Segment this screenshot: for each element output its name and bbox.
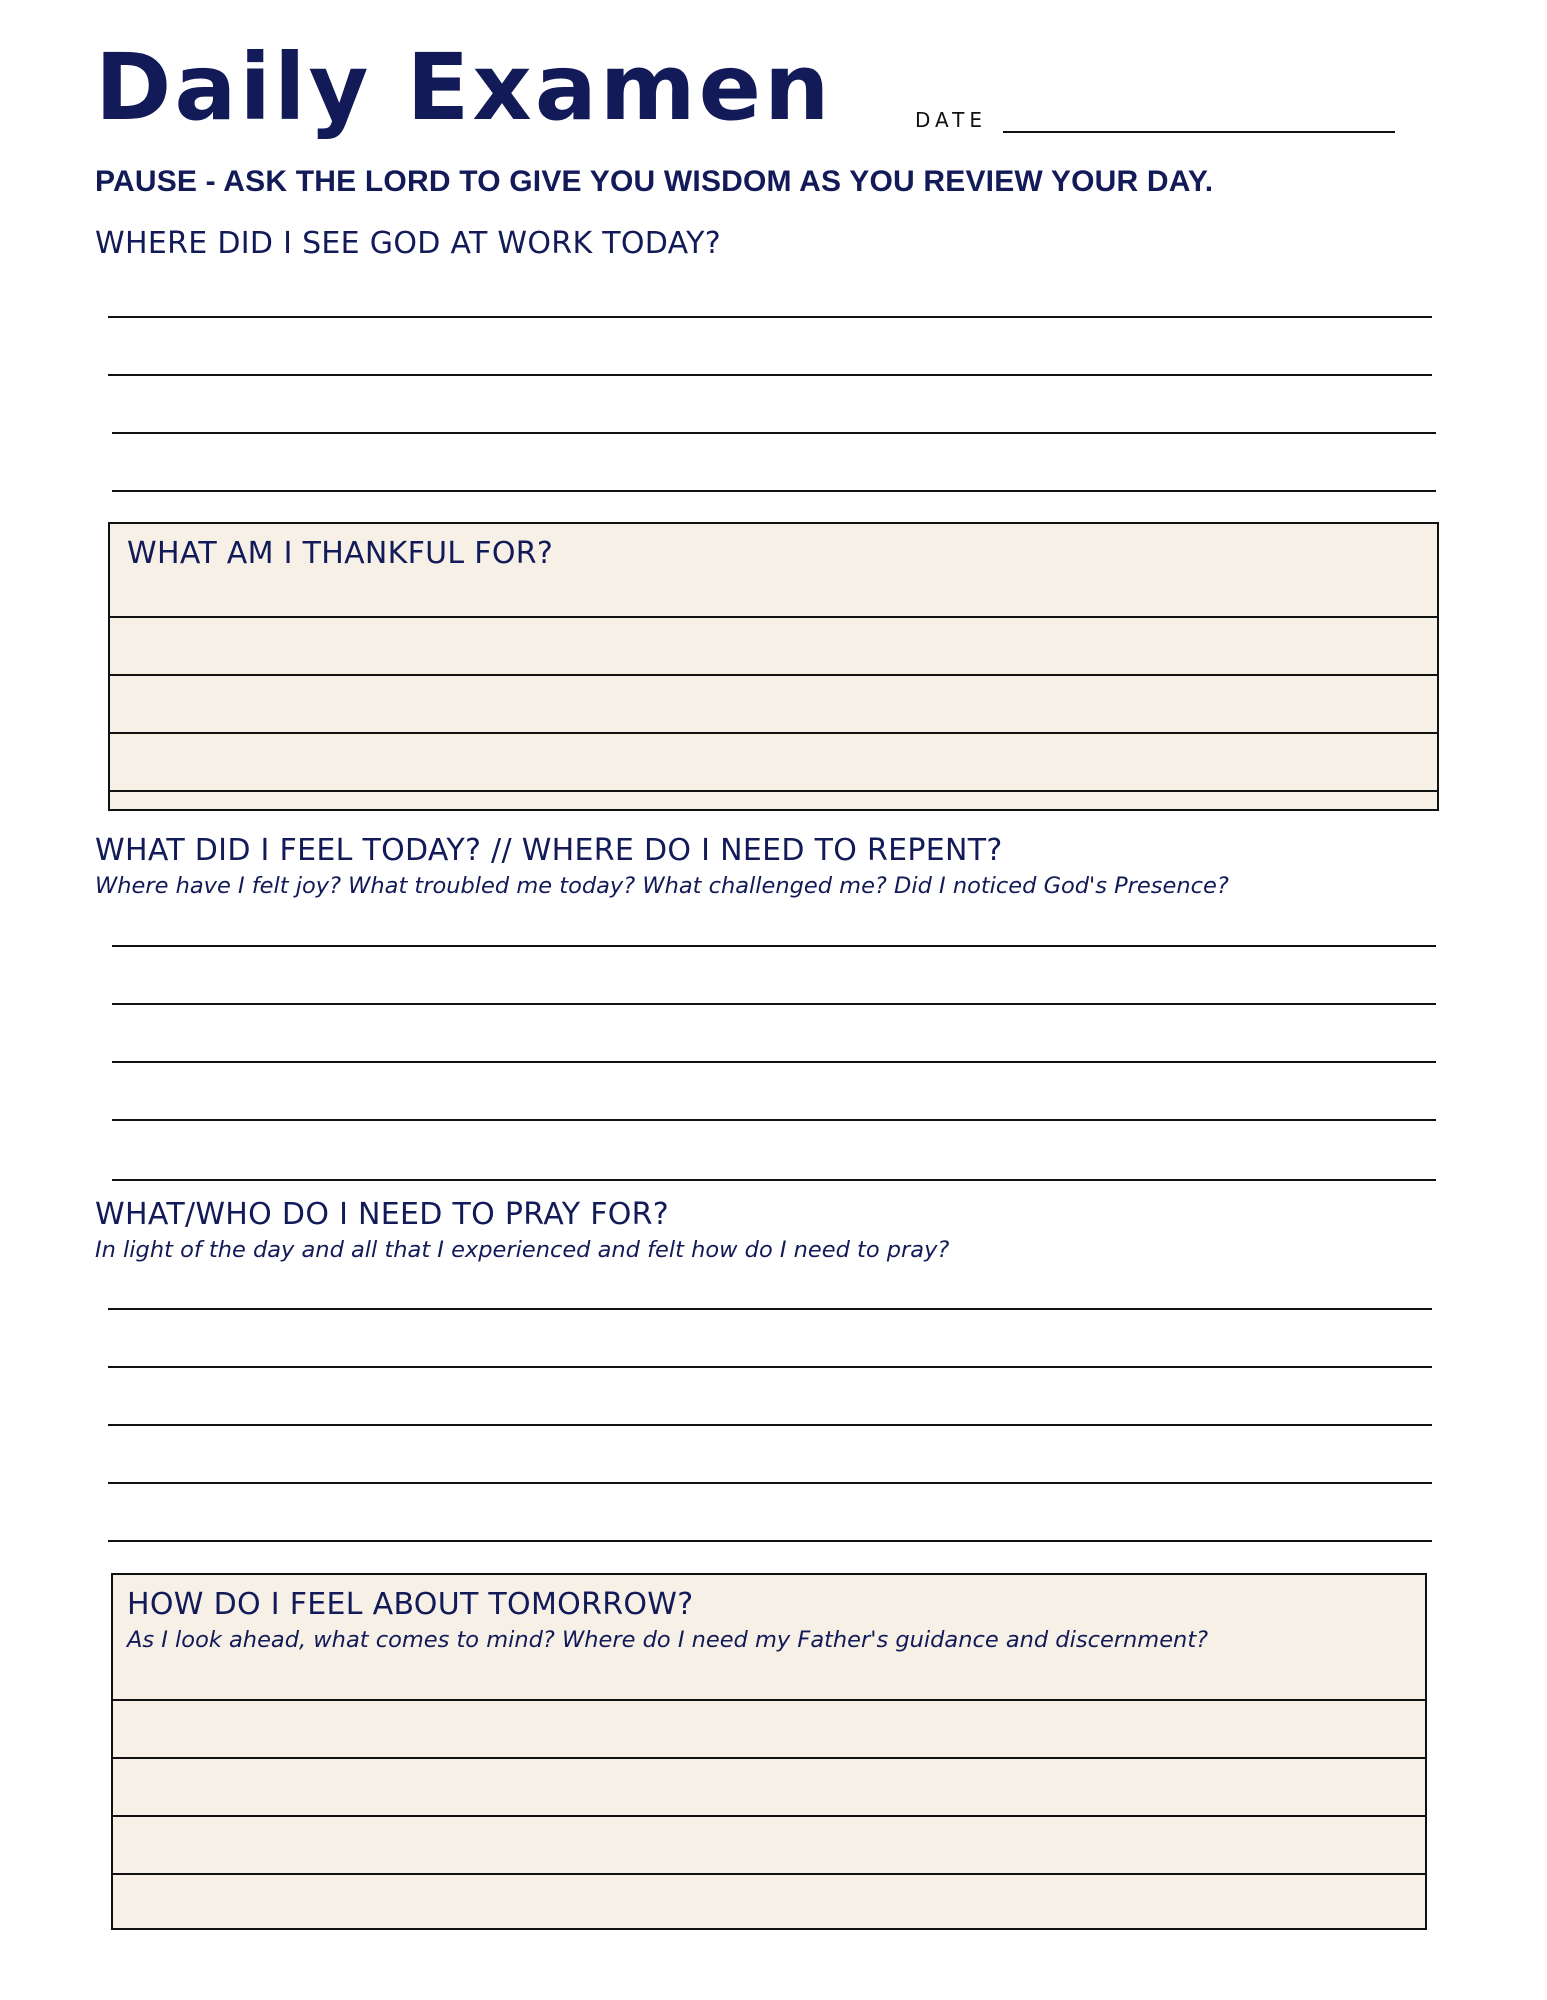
writing-line[interactable] (110, 674, 1437, 676)
section-heading-feel-repent: WHAT DID I FEEL TODAY? // WHERE DO I NEED TO REPENT? (95, 833, 1003, 868)
writing-line[interactable] (113, 1873, 1425, 1875)
section-heading-god-at-work: WHERE DID I SEE GOD AT WORK TODAY? (95, 226, 722, 261)
date-input-line[interactable] (1003, 131, 1395, 133)
writing-line[interactable] (113, 1815, 1425, 1817)
writing-line[interactable] (108, 1482, 1432, 1484)
writing-line[interactable] (112, 490, 1436, 492)
writing-line[interactable] (108, 374, 1432, 376)
writing-line[interactable] (112, 1119, 1436, 1121)
thankful-box (108, 522, 1439, 811)
writing-line[interactable] (108, 1424, 1432, 1426)
writing-line[interactable] (112, 1179, 1436, 1181)
pause-prompt: PAUSE - ASK THE LORD TO GIVE YOU WISDOM AS YOU REVIEW YOUR DAY. (95, 165, 1214, 198)
writing-line[interactable] (110, 616, 1437, 618)
writing-line[interactable] (112, 1003, 1436, 1005)
writing-line[interactable] (110, 790, 1437, 792)
section-subtext-feel-repent: Where have I felt joy? What troubled me today? What challenged me? Did I noticed God's Presence? (95, 873, 1229, 899)
section-subtext-pray-for: In light of the day and all that I experienced and felt how do I need to pray? (95, 1237, 950, 1263)
writing-line[interactable] (113, 1699, 1425, 1701)
writing-line[interactable] (112, 1061, 1436, 1063)
section-heading-thankful: WHAT AM I THANKFUL FOR? (127, 536, 554, 571)
writing-line[interactable] (110, 732, 1437, 734)
date-label: DATE (915, 108, 988, 132)
writing-line[interactable] (108, 1540, 1432, 1542)
writing-line[interactable] (113, 1757, 1425, 1759)
page-title: Daily Examen (95, 34, 833, 141)
section-heading-tomorrow: HOW DO I FEEL ABOUT TOMORROW? (127, 1587, 694, 1622)
writing-line[interactable] (112, 945, 1436, 947)
tomorrow-box (111, 1573, 1427, 1930)
writing-line[interactable] (112, 432, 1436, 434)
writing-line[interactable] (108, 1366, 1432, 1368)
section-subtext-tomorrow: As I look ahead, what comes to mind? Where do I need my Father's guidance and discernment? (127, 1627, 1209, 1653)
section-heading-pray-for: WHAT/WHO DO I NEED TO PRAY FOR? (95, 1197, 670, 1232)
writing-line[interactable] (108, 316, 1432, 318)
writing-line[interactable] (108, 1308, 1432, 1310)
